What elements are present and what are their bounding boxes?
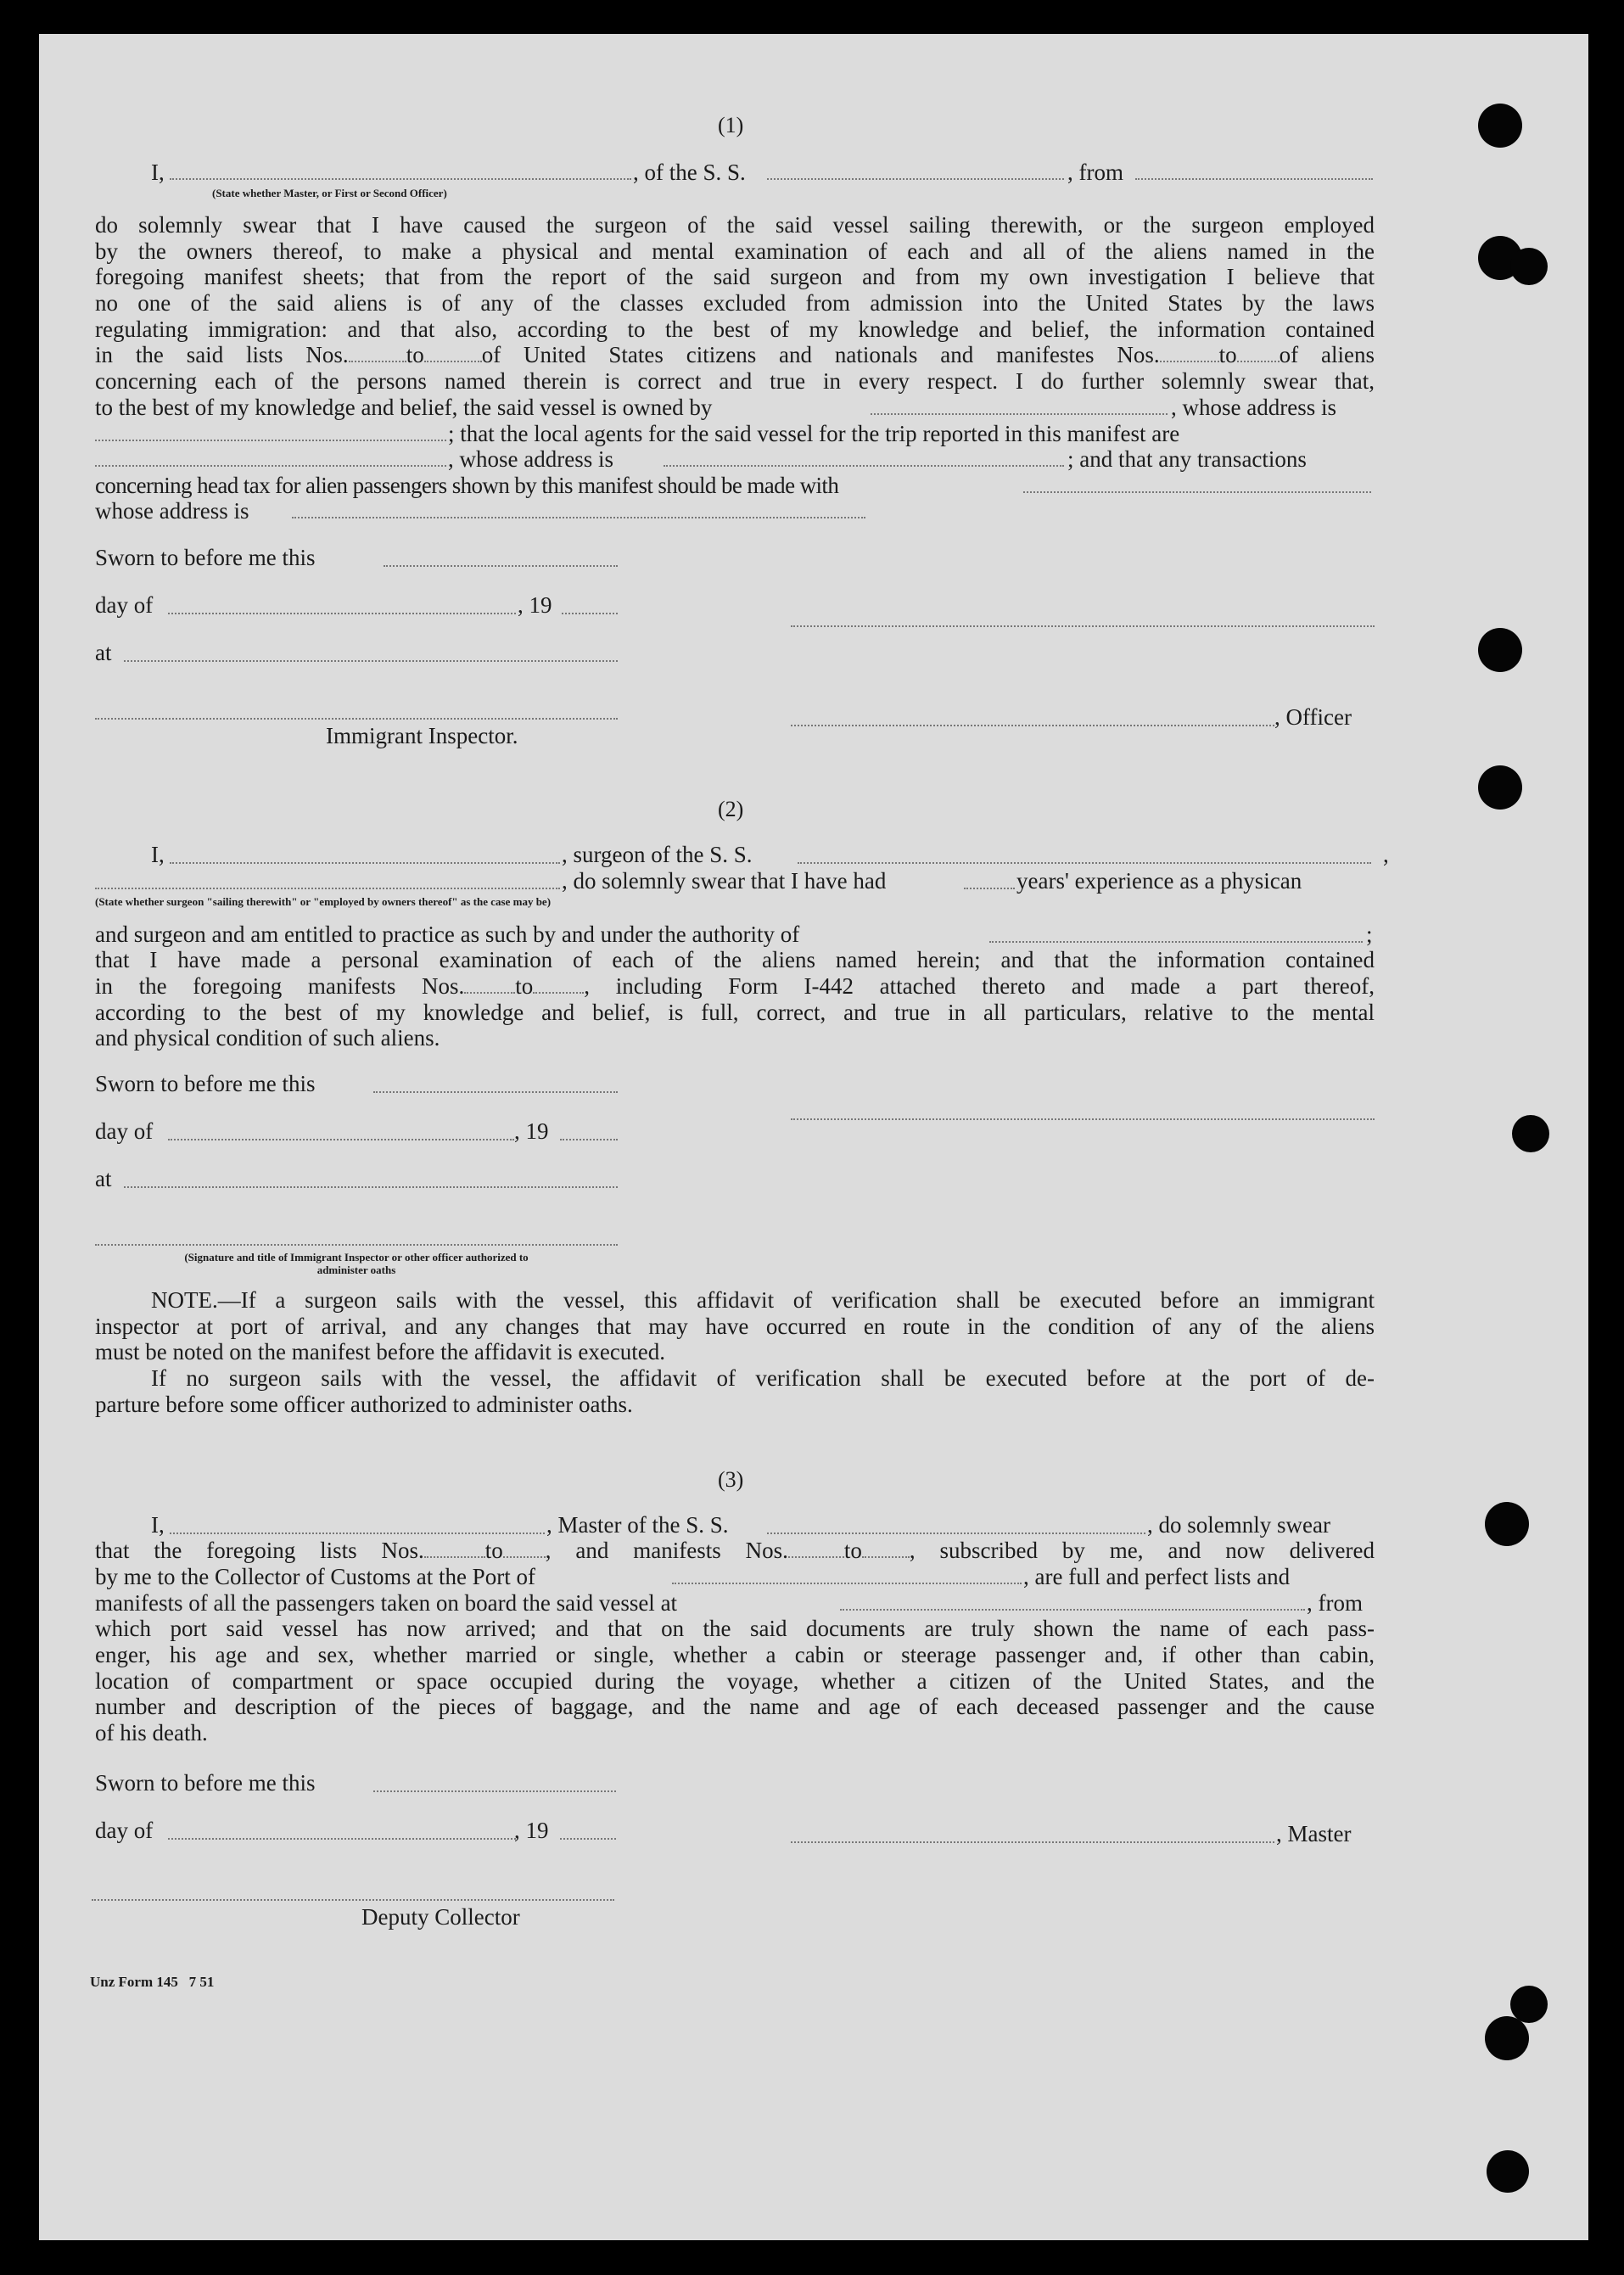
- sec1-day-field[interactable]: [168, 613, 516, 614]
- sec2-authority: and surgeon and am entitled to practice as such by and under the authority of: [95, 922, 800, 947]
- sec2-signature-note: (Signature and title of Immigrant Inspector or other officer authorized to administer oaths: [184, 1251, 529, 1276]
- sec2-line: and physical condition of such aliens.: [95, 1025, 440, 1051]
- sec1-whose-address: , whose address is: [1171, 395, 1336, 420]
- sec1-officer-signature-field[interactable]: [791, 725, 1274, 726]
- note-line: parture before some officer authorized to administer oaths.: [95, 1392, 633, 1417]
- form-number: Unz Form 145 7 51: [90, 1974, 215, 1990]
- sec1-inspector-label: Immigrant Inspector.: [326, 723, 518, 748]
- sec3-lists-to-field[interactable]: [503, 1544, 546, 1558]
- sec3-line: of his death.: [95, 1720, 208, 1745]
- sec2-form-label: , including Form I-442 attached thereto and made a part thereof,: [584, 973, 1375, 999]
- sec1-agent-address-field[interactable]: [664, 465, 1064, 467]
- sec2-inspector-signature-field[interactable]: [95, 1244, 618, 1246]
- sec3-master-of: , Master of the S. S.: [546, 1512, 729, 1538]
- sec3-taken-on-board: manifests of all the passengers taken on board the said vessel at: [95, 1590, 678, 1616]
- sec3-master-signature-field[interactable]: [791, 1841, 1274, 1843]
- punch-hole: [1485, 2016, 1529, 2060]
- sec1-officer-signature-top-field[interactable]: [791, 625, 1375, 627]
- sec1-head-tax-address-field[interactable]: [292, 517, 865, 518]
- sec2-line-manifests: [95, 973, 1375, 1000]
- sec3-nineteen: , 19: [514, 1818, 549, 1843]
- sec2-manifests-label: in the foregoing manifests Nos.: [95, 973, 465, 999]
- punch-hole: [1512, 1115, 1549, 1152]
- sec3-master-label: , Master: [1276, 1821, 1352, 1846]
- sec3-master-name-field[interactable]: [170, 1533, 545, 1534]
- punch-hole: [1478, 104, 1522, 148]
- sec3-day-field[interactable]: [168, 1838, 516, 1840]
- sec3-to-label: to: [484, 1538, 503, 1563]
- sec1-line: no one of the said aliens is of any of the classes excluded from admission into the United States by the laws: [95, 290, 1375, 316]
- sec1-line: regulating immigration: and that also, according to the best of my knowledge and belief, the information contained: [95, 317, 1375, 342]
- sec2-manifest-to-field[interactable]: [533, 980, 584, 994]
- sec2-day-field[interactable]: [168, 1139, 514, 1140]
- section-1-number: (1): [718, 113, 744, 137]
- sec1-owner-field[interactable]: [871, 413, 1168, 415]
- sec1-manifest-from-field[interactable]: [1160, 349, 1219, 362]
- sec1-head-tax: concerning head tax for alien passengers shown by this manifest should be made with: [95, 473, 839, 498]
- sec2-day-of: day of: [95, 1118, 154, 1144]
- sec3-i: I,: [151, 1512, 165, 1538]
- sec1-line: concerning each of the persons named therein is correct and true in every respect. I do further solemnly swear that,: [95, 368, 1375, 394]
- note-line: inspector at port of arrival, and any changes that may have occurred en route in the condition of any of the aliens: [95, 1314, 1375, 1339]
- sec3-sworn: Sworn to before me this: [95, 1770, 316, 1796]
- sec1-lists-label: in the said lists Nos.: [95, 342, 349, 367]
- sec3-collector-signature-field[interactable]: [92, 1899, 614, 1901]
- sec1-lists-from-field[interactable]: [349, 349, 406, 362]
- sec2-comma: ,: [1383, 842, 1389, 867]
- sec1-agent-address-label: , whose address is: [448, 446, 613, 472]
- sec3-lists-from-field[interactable]: [424, 1544, 485, 1558]
- punch-hole: [1478, 765, 1522, 810]
- sec2-i: I,: [151, 842, 165, 867]
- sec1-owner-address-field[interactable]: [95, 440, 446, 441]
- sec1-line: foregoing manifest sheets; that from the report of the said surgeon and from my own investigation I believe that: [95, 264, 1375, 289]
- sec1-to-label-2: to: [1218, 342, 1237, 367]
- sec1-owned-by: to the best of my knowledge and belief, the said vessel is owned by: [95, 395, 713, 420]
- sec2-semicolon: ;: [1366, 922, 1373, 947]
- sec1-sworn: Sworn to before me this: [95, 545, 316, 570]
- sec1-at-field[interactable]: [124, 660, 618, 662]
- sec1-manifest-to-field[interactable]: [1237, 349, 1280, 362]
- sec2-line: that I have made a personal examination of each of the aliens named herein; and that the information contained: [95, 947, 1375, 972]
- sec1-state-note: (State whether Master, or First or Second Officer): [212, 187, 447, 199]
- sec2-nineteen: , 19: [514, 1118, 549, 1144]
- sec2-at-field[interactable]: [124, 1186, 618, 1188]
- sec3-line: location of compartment or space occupied during the voyage, whether a citizen of the United States, and the: [95, 1668, 1375, 1694]
- sec2-to-label: to: [515, 973, 534, 999]
- sec1-from: , from: [1067, 160, 1123, 185]
- sec1-inspector-signature-field[interactable]: [95, 718, 618, 720]
- sec1-i: I,: [151, 160, 165, 185]
- sec3-from: , from: [1307, 1590, 1363, 1616]
- sec3-sworn-field[interactable]: [373, 1790, 616, 1792]
- sec1-transactions: ; and that any transactions: [1067, 446, 1307, 472]
- sec2-year-field[interactable]: [560, 1139, 618, 1140]
- sec3-line: number and description of the pieces of baggage, and the name and age of each deceased passenger and the cause: [95, 1694, 1375, 1719]
- sec2-manifest-from-field[interactable]: [464, 980, 515, 994]
- section-2-number: (2): [718, 797, 744, 821]
- sec1-at: at: [95, 640, 112, 665]
- sec3-deputy-collector: Deputy Collector: [361, 1904, 520, 1930]
- sec1-whose-address-2: whose address is: [95, 498, 249, 524]
- sec3-day-of: day of: [95, 1818, 154, 1843]
- sec1-head-tax-field[interactable]: [1023, 491, 1371, 493]
- sec1-local-agents: ; that the local agents for the said vessel for the trip reported in this manifest are: [448, 421, 1180, 446]
- sec3-line-lists: [95, 1538, 1375, 1564]
- sec1-from-field[interactable]: [1135, 178, 1373, 180]
- sec3-to-label-2: to: [843, 1538, 862, 1563]
- section-3-number: (3): [718, 1467, 744, 1492]
- sec2-at: at: [95, 1166, 112, 1191]
- sec2-years-field[interactable]: [964, 888, 1015, 889]
- sec1-vessel-field[interactable]: [767, 178, 1064, 180]
- sec3-line: which port said vessel has now arrived; and that on the said documents are truly shown the name of each pass-: [95, 1616, 1375, 1641]
- sec1-officer-name-field[interactable]: [170, 178, 631, 180]
- sec1-year-field[interactable]: [562, 613, 618, 614]
- sec1-to-label: to: [406, 342, 424, 367]
- sec2-surgeon-status-field[interactable]: [95, 888, 560, 889]
- sec1-day-of: day of: [95, 592, 154, 618]
- sec2-line: according to the best of my knowledge and belief, is full, correct, and true in all particulars, relative to the mental: [95, 1000, 1375, 1025]
- sec3-swear: , do solemnly swear: [1147, 1512, 1330, 1538]
- sec1-nineteen: , 19: [518, 592, 552, 618]
- sec1-of-ss: , of the S. S.: [633, 160, 746, 185]
- sec1-sworn-field[interactable]: [384, 565, 618, 567]
- sec3-full-lists: , are full and perfect lists and: [1023, 1564, 1291, 1589]
- sec3-manifest-from-field[interactable]: [788, 1544, 844, 1558]
- note-line: must be noted on the manifest before the affidavit is executed.: [95, 1339, 666, 1364]
- punch-hole: [1485, 1502, 1529, 1546]
- sec3-manifests-label: , and manifests Nos.: [545, 1538, 788, 1563]
- sec2-surgeon-name-field[interactable]: [170, 862, 560, 864]
- sec2-surgeon-signature-field[interactable]: [791, 1118, 1375, 1120]
- sec2-sworn-field[interactable]: [373, 1091, 618, 1093]
- sec1-aliens-label: of aliens: [1279, 342, 1375, 367]
- sec3-vessel-field[interactable]: [767, 1533, 1145, 1534]
- sec1-agents-field[interactable]: [95, 465, 446, 467]
- punch-hole: [1487, 2150, 1529, 2193]
- sec3-year-field[interactable]: [560, 1838, 616, 1840]
- sec1-officer-label: , Officer: [1274, 704, 1352, 730]
- sec1-line-lists: [95, 342, 1375, 368]
- sec3-lists-label: that the foregoing lists Nos.: [95, 1538, 424, 1563]
- sec2-vessel-field[interactable]: [798, 862, 1371, 864]
- sec2-years-label: years' experience as a physican: [1016, 868, 1302, 894]
- sec1-lists-to-field[interactable]: [424, 349, 482, 362]
- sec2-solemnly: , do solemnly swear that I have had: [562, 868, 887, 894]
- sec3-embark-port-field[interactable]: [840, 1609, 1305, 1611]
- sec1-line: do solemnly swear that I have caused the surgeon of the said vessel sailing therewith, or the surgeon employed: [95, 212, 1375, 238]
- sec2-authority-field[interactable]: [989, 941, 1363, 943]
- sec2-sworn: Sworn to before me this: [95, 1071, 316, 1096]
- sec3-port-field[interactable]: [672, 1583, 1022, 1584]
- sec2-state-note: (State whether surgeon "sailing therewith" or "employed by owners thereof" as the case may be): [95, 895, 552, 908]
- sec3-line: enger, his age and sex, whether married or single, whether a cabin or steerage passenger and, if other than cabin,: [95, 1642, 1375, 1667]
- sec3-manifest-to-field[interactable]: [862, 1544, 910, 1558]
- sec2-surgeon-of: , surgeon of the S. S.: [562, 842, 753, 867]
- punch-hole: [1478, 628, 1522, 672]
- sec1-line: by the owners thereof, to make a physical and mental examination of each and all of the aliens named in the: [95, 238, 1375, 264]
- sec3-subscribed-label: , subscribed by me, and now delivered: [909, 1538, 1375, 1563]
- sec1-citizens-label: of United States citizens and nationals and manifestes Nos.: [481, 342, 1160, 367]
- note-line: NOTE.—If a surgeon sails with the vessel, this affidavit of verification shall be executed before an immigrant: [151, 1287, 1375, 1313]
- note-line: If no surgeon sails with the vessel, the affidavit of verification shall be executed before at the port of de-: [151, 1365, 1375, 1391]
- punch-hole: [1510, 248, 1548, 285]
- sec3-collector: by me to the Collector of Customs at the Port of: [95, 1564, 535, 1589]
